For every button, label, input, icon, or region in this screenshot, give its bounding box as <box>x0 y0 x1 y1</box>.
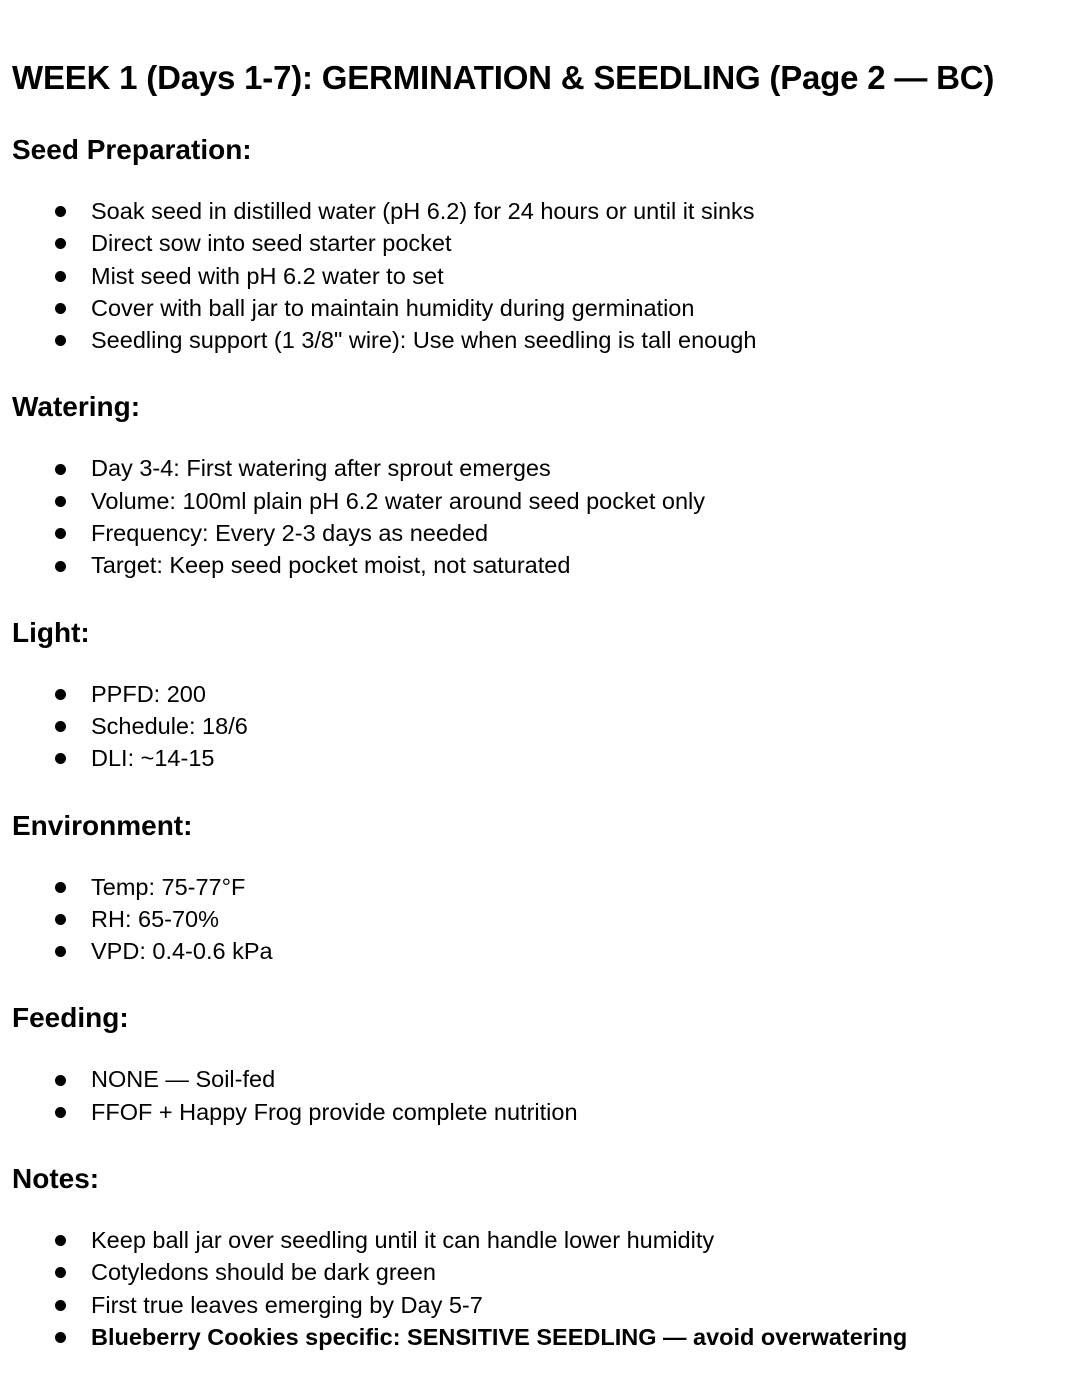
section-feeding <box>12 1000 1062 1128</box>
list-item-text: Day 3-4: First watering after sprout emerges <box>91 455 551 482</box>
list-item-text: Cover with ball jar to maintain humidity during germination <box>91 294 695 321</box>
list-item-text: Direct sow into seed starter pocket <box>91 230 452 257</box>
bullet-icon <box>55 753 66 764</box>
list-item-text: DLI: ~14-15 <box>91 745 215 772</box>
bullet-list <box>12 1063 1062 1128</box>
bullet-icon <box>55 528 66 539</box>
bullet-icon <box>55 914 66 925</box>
list-item <box>12 710 1062 742</box>
bullet-icon <box>55 882 66 893</box>
bullet-icon <box>55 464 66 475</box>
list-item <box>12 517 1062 549</box>
list-item-highlight <box>12 1321 1062 1353</box>
section-heading: Light: <box>12 616 90 648</box>
list-item-text: FFOF + Happy Frog provide complete nutrition <box>91 1098 578 1125</box>
list-item-text: Volume: 100ml plain pH 6.2 water around seed pocket only <box>91 487 705 514</box>
list-item <box>12 1289 1062 1321</box>
list-item-text: Seedling support (1 3/8" wire): Use when seedling is tall enough <box>91 327 757 354</box>
bullet-icon <box>55 1267 66 1278</box>
section-heading: Notes: <box>12 1163 100 1195</box>
list-item <box>12 1063 1062 1095</box>
page-title: WEEK 1 (Days 1-7): GERMINATION & SEEDLING (Page 2 — BC) <box>12 59 995 96</box>
bullet-icon <box>55 1332 66 1343</box>
bullet-icon <box>55 946 66 957</box>
bullet-list <box>12 452 1062 581</box>
list-item <box>12 1096 1062 1128</box>
bullet-icon <box>55 496 66 507</box>
list-item-text: VPD: 0.4-0.6 kPa <box>91 938 273 965</box>
bullet-icon <box>55 206 66 217</box>
list-item <box>12 1224 1062 1256</box>
section-heading: Feeding: <box>12 1002 129 1034</box>
section-watering <box>12 389 1062 581</box>
list-item <box>12 678 1062 710</box>
bullet-list <box>12 195 1062 356</box>
bullet-icon <box>55 561 66 572</box>
list-item <box>12 871 1062 903</box>
list-item-text: PPFD: 200 <box>91 680 206 707</box>
list-item <box>12 195 1062 227</box>
list-item <box>12 324 1062 356</box>
document-page <box>12 58 1062 1353</box>
list-item-text: Blueberry Cookies specific: SENSITIVE SEEDLING — avoid overwatering <box>91 1323 908 1350</box>
list-item <box>12 227 1062 259</box>
bullet-icon <box>55 303 66 314</box>
list-item <box>12 485 1062 517</box>
list-item-text: Schedule: 18/6 <box>91 712 248 739</box>
list-item <box>12 903 1062 935</box>
section-heading: Seed Preparation: <box>12 134 252 165</box>
list-item <box>12 935 1062 967</box>
list-item <box>12 292 1062 324</box>
bullet-icon <box>55 271 66 282</box>
bullet-icon <box>55 1107 66 1118</box>
list-item-text: RH: 65-70% <box>91 905 219 932</box>
section-notes <box>12 1161 1062 1353</box>
list-item-text: Frequency: Every 2-3 days as needed <box>91 520 489 547</box>
bullet-icon <box>55 721 66 732</box>
bullet-icon <box>55 238 66 249</box>
list-item-text: Mist seed with pH 6.2 water to set <box>91 262 444 289</box>
bullet-list <box>12 678 1062 775</box>
section-heading: Watering: <box>12 391 141 423</box>
list-item <box>12 260 1062 292</box>
section-seed-preparation <box>12 132 1062 356</box>
bullet-list <box>12 1224 1062 1353</box>
list-item <box>12 452 1062 484</box>
bullet-icon <box>55 1235 66 1246</box>
list-item-text: Cotyledons should be dark green <box>91 1259 436 1286</box>
section-environment <box>12 808 1062 968</box>
bullet-icon <box>55 1300 66 1311</box>
bullet-list <box>12 871 1062 968</box>
list-item <box>12 1256 1062 1288</box>
list-item-text: First true leaves emerging by Day 5-7 <box>91 1291 483 1318</box>
bullet-icon <box>55 1075 66 1086</box>
section-light <box>12 615 1062 775</box>
list-item <box>12 549 1062 581</box>
list-item <box>12 742 1062 774</box>
bullet-icon <box>55 335 66 346</box>
section-heading: Environment: <box>12 809 193 841</box>
list-item-text: Soak seed in distilled water (pH 6.2) for 24 hours or until it sinks <box>91 198 755 224</box>
list-item-text: Temp: 75-77°F <box>91 873 246 900</box>
list-item-text: Keep ball jar over seedling until it can handle lower humidity <box>91 1227 715 1254</box>
bullet-icon <box>55 689 66 700</box>
list-item-text: Target: Keep seed pocket moist, not saturated <box>91 552 571 579</box>
list-item-text: NONE — Soil-fed <box>91 1066 276 1093</box>
